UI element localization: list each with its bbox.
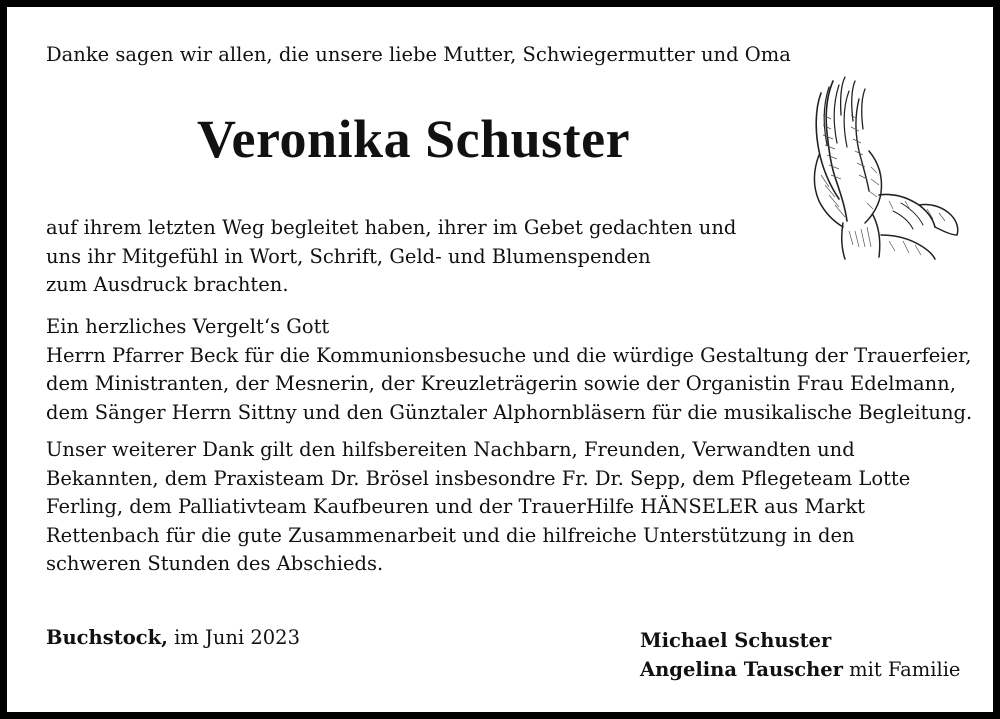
text-line: Rettenbach für die gute Zusammenarbeit und die hilfreiche Unterstützung in den [46, 523, 855, 547]
place-date [46, 624, 300, 652]
praying-hands-icon [793, 75, 963, 261]
text-line: uns ihr Mitgefühl in Wort, Schrift, Geld- und Blumenspenden [46, 244, 651, 268]
signature-suffix: mit Familie [849, 657, 961, 681]
deceased-name: Veronika Schuster [197, 109, 631, 169]
text-line: Ferling, dem Palliativteam Kaufbeuren und der TrauerHilfe HÄNSELER aus Markt [46, 495, 866, 518]
text-line: dem Ministranten, der Mesnerin, der Kreuzleträgerin sowie der Organistin Frau Edelmann, [46, 372, 956, 395]
text-line: schweren Stunden des Abschieds. [46, 552, 384, 575]
date-text: im Juni 2023 [174, 626, 300, 649]
paragraph-thanks [46, 214, 736, 300]
text-line: Herrn Pfarrer Beck für die Kommunionsbesuche und die würdige Gestaltung der Trauerfeier, [46, 343, 972, 367]
signature-line [640, 656, 960, 685]
text-line: Ein herzliches Vergelt‘s Gott [46, 315, 330, 338]
place-name: Buchstock, [46, 626, 168, 649]
text-line: Unser weiterer Dank gilt den hilfsbereiten Nachbarn, Freunden, Verwandten und [46, 438, 855, 461]
signatures [640, 627, 960, 684]
paragraph-vergelts-gott [46, 313, 972, 427]
signature-name: Michael Schuster [640, 629, 832, 652]
signature-line [640, 627, 960, 656]
paragraph-further-thanks [46, 436, 910, 579]
text-line: dem Sänger Herrn Sittny und den Günztaler Alphornbläsern für die musikalische Begleitung. [46, 400, 973, 424]
signature-name: Angelina Tauscher [640, 657, 843, 681]
text-line: Bekannten, dem Praxisteam Dr. Brösel insbesondre Fr. Dr. Sepp, dem Pflegeteam Lotte [46, 466, 911, 490]
intro-text: Danke sagen wir allen, die unsere liebe Mutter, Schwiegermutter und Oma [46, 43, 791, 66]
text-line: zum Ausdruck brachten. [46, 273, 289, 296]
text-line: auf ihrem letzten Weg begleitet haben, ihrer im Gebet gedachten und [46, 216, 737, 239]
